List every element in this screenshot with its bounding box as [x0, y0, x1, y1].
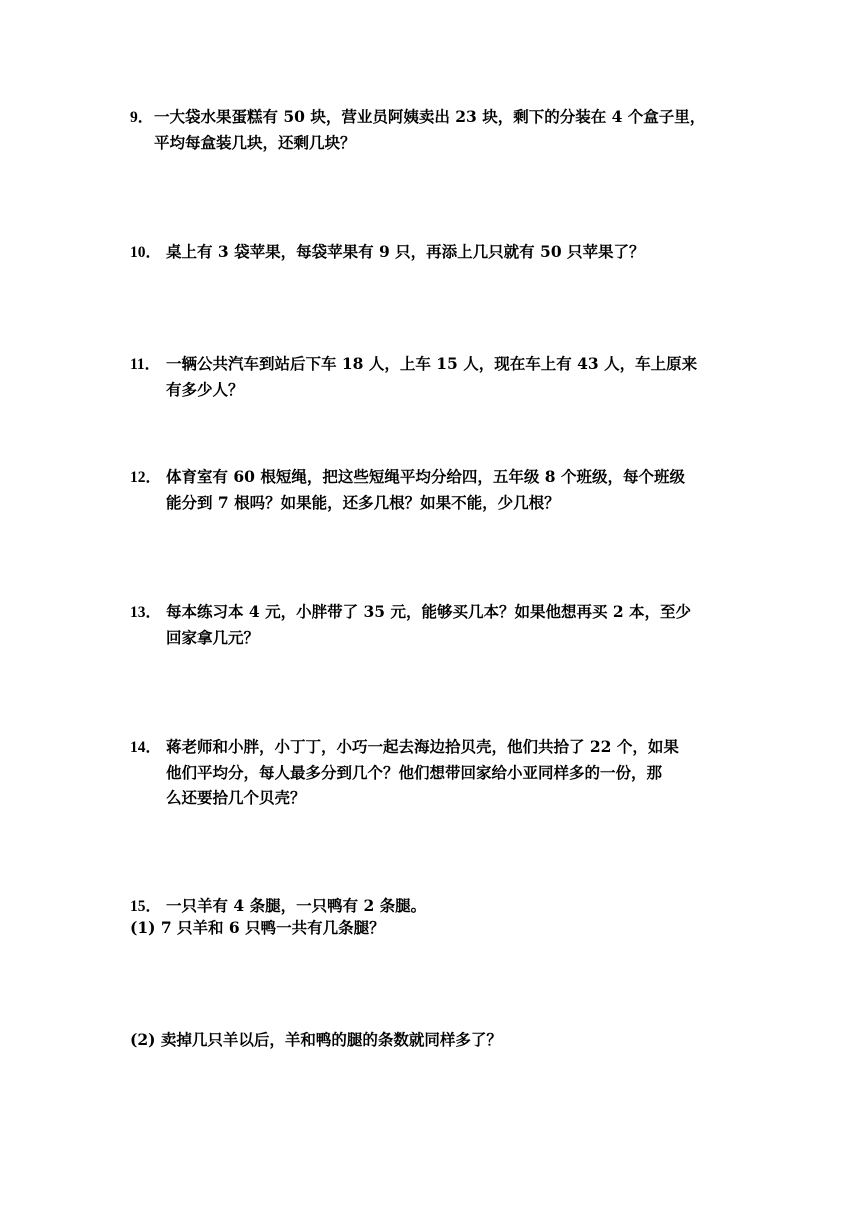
problem-number: 11．: [130, 356, 161, 373]
problem-text-line: 回家拿几元？: [166, 628, 260, 647]
problem-text-line: 蒋老师和小胖，小丁丁，小巧一起去海边拾贝壳，他们共拾了 22 个，如果: [166, 737, 679, 756]
problem-13: [130, 599, 735, 650]
problem-text-line: 么还要拾几个贝壳？: [166, 788, 306, 807]
problem-text-line: 一只羊有 4 条腿，一只鸭有 2 条腿。: [166, 896, 427, 915]
problem-14: [130, 734, 735, 810]
problem-11: [130, 351, 735, 402]
subquestion-1: (1) 7 只羊和 6 只鸭一共有几条腿？: [130, 918, 385, 937]
problem-text-line: 体育室有 60 根短绳，把这些短绳平均分给四，五年级 8 个班级，每个班级: [166, 467, 685, 486]
problem-text-line: 每本练习本 4 元，小胖带了 35 元，能够买几本？如果他想再买 2 本，至少: [166, 602, 692, 621]
problem-number: 13．: [130, 604, 162, 621]
problem-9: [130, 104, 735, 155]
problem-number: 14．: [130, 739, 162, 756]
problem-10: [130, 239, 735, 265]
problem-text-line: 一辆公共汽车到站后下车 18 人，上车 15 人，现在车上有 43 人，车上原来: [166, 354, 698, 373]
problem-text-line: 桌上有 3 袋苹果，每袋苹果有 9 只，再添上几只就有 50 只苹果了？: [166, 242, 645, 261]
problem-text-line: 一大袋水果蛋糕有 50 块，营业员阿姨卖出 23 块，剩下的分装在 4 个盒子里，: [154, 107, 706, 126]
problem-number: 15．: [130, 898, 162, 915]
problem-number: 9．: [130, 109, 154, 126]
problem-number: 10．: [130, 244, 162, 261]
problem-text-line: 他们平均分，每人最多分到几个？他们想带回家给小亚同样多的一份，那: [166, 763, 663, 782]
problem-text-line: 能分到 7 根吗？如果能，还多几根？如果不能，少几根？: [166, 493, 560, 512]
problem-12: [130, 464, 735, 515]
problem-number: 12．: [130, 469, 162, 486]
subquestion-2: (2) 卖掉几只羊以后，羊和鸭的腿的条数就同样多了？: [130, 1030, 502, 1049]
problem-text-line: 有多少人？: [166, 380, 244, 399]
problem-text-line: 平均每盒装几块，还剩几块？: [154, 133, 356, 152]
